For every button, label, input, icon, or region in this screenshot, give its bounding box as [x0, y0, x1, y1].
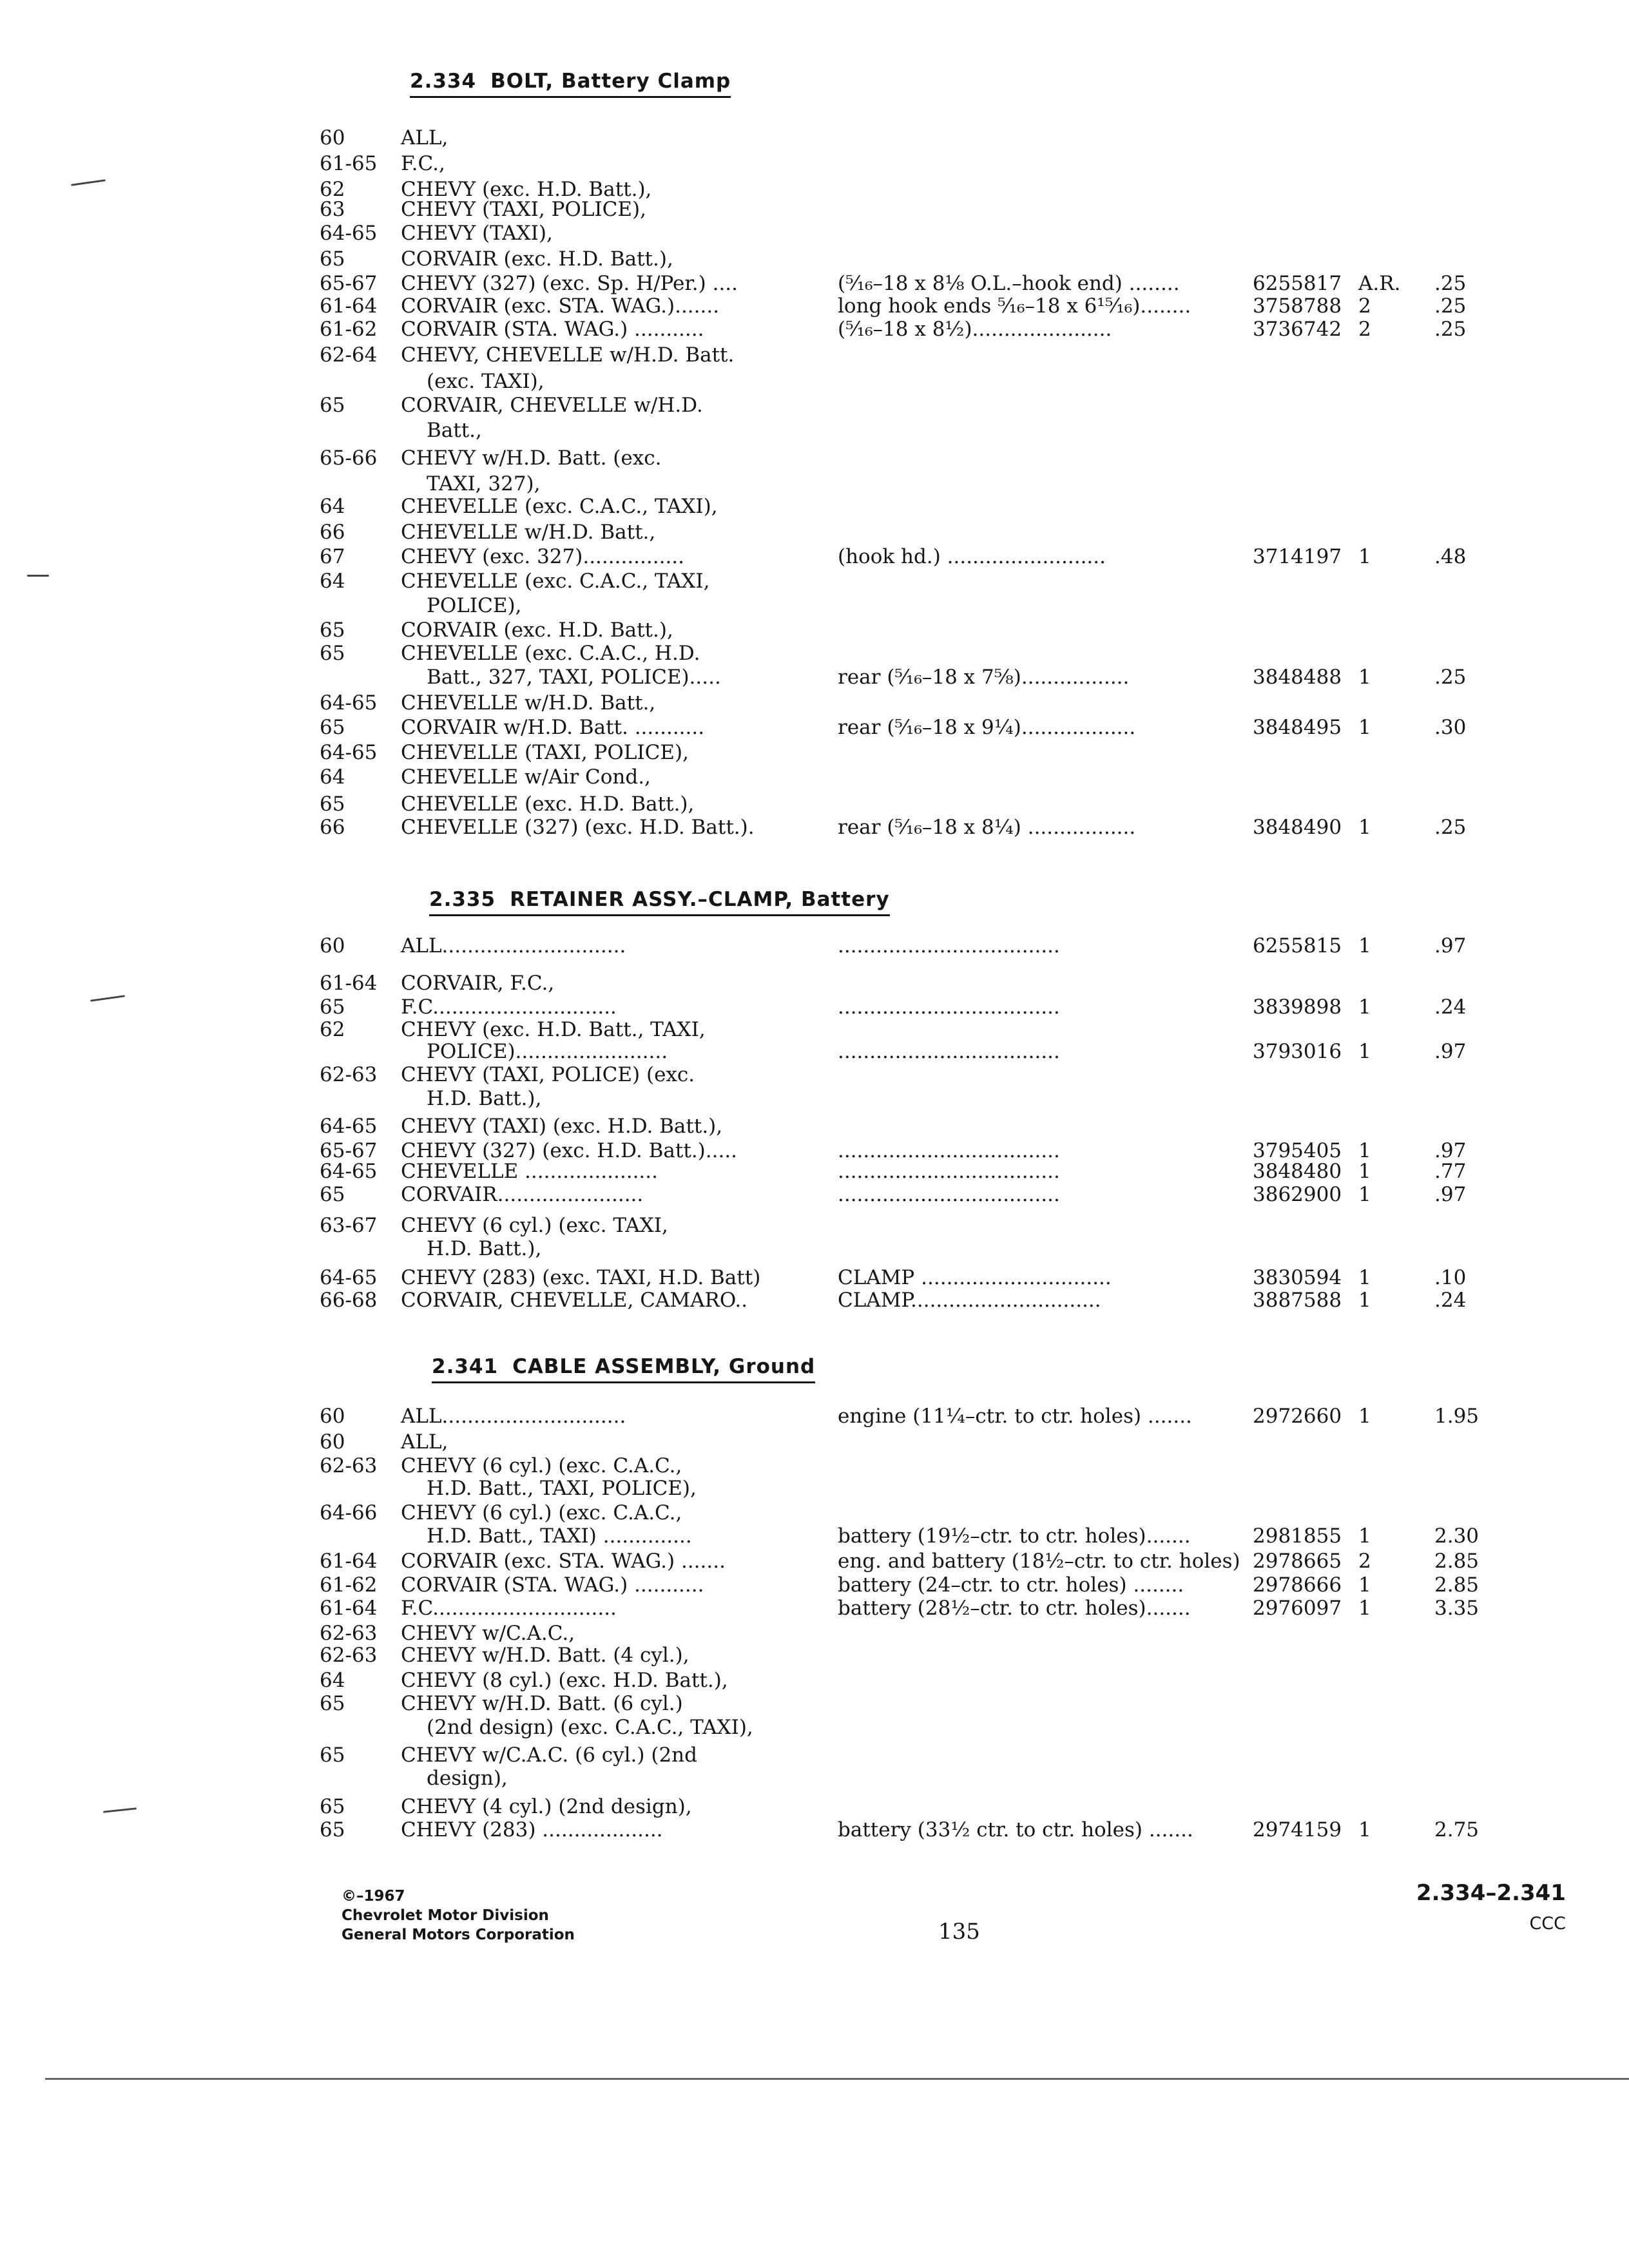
table-row: [0, 619, 1629, 642]
year-cell: 61-65: [320, 152, 378, 175]
model-cell: F.C.,: [401, 152, 445, 175]
model-cell: CHEVY (327) (exc. H.D. Batt.).....: [401, 1139, 738, 1162]
section-heading: CABLE ASSEMBLY, Ground: [512, 1355, 816, 1378]
catalog-code: CCC: [1529, 1914, 1566, 1934]
model-cell: CHEVY w/H.D. Batt. (4 cyl.),: [401, 1644, 689, 1667]
table-row: [0, 765, 1629, 789]
year-cell: 65: [320, 1744, 345, 1767]
year-cell: 64: [320, 765, 345, 789]
quantity-cell: 1: [1358, 545, 1371, 568]
table-row: [0, 594, 1629, 618]
price-cell: .48: [1434, 545, 1467, 568]
table-row: [0, 1087, 1629, 1111]
model-cell: (exc. TAXI),: [427, 370, 545, 393]
table-row: [0, 995, 1629, 1019]
model-cell: TAXI, 327),: [427, 472, 541, 495]
quantity-cell: 1: [1358, 666, 1371, 689]
model-cell: CORVAIR (exc. STA. WAG.).......: [401, 294, 720, 318]
model-cell: CORVAIR (STA. WAG.) ...........: [401, 318, 704, 341]
year-cell: 64-65: [320, 741, 378, 764]
model-cell: Batt.,: [427, 419, 482, 442]
description-cell: battery (24–ctr. to ctr. holes) ........: [838, 1573, 1184, 1597]
section-number: 2.334: [410, 70, 477, 93]
table-row: [0, 642, 1629, 666]
model-cell: CHEVY (8 cyl.) (exc. H.D. Batt.),: [401, 1669, 728, 1692]
model-cell: CORVAIR (STA. WAG.) ...........: [401, 1573, 704, 1597]
table-row: [0, 1183, 1629, 1207]
year-cell: 64: [320, 495, 345, 518]
year-cell: 63-67: [320, 1214, 378, 1237]
table-row: [0, 1160, 1629, 1184]
description-cell: rear (⁵⁄₁₆–18 x 7⅝).................: [838, 666, 1130, 689]
model-cell: CHEVY w/H.D. Batt. (6 cyl.): [401, 1692, 683, 1715]
quantity-cell: 1: [1358, 816, 1371, 839]
table-row: [0, 198, 1629, 222]
table-row: [0, 1405, 1629, 1428]
model-cell: CHEVY (TAXI) (exc. H.D. Batt.),: [401, 1115, 723, 1138]
price-cell: .24: [1434, 1289, 1467, 1312]
model-cell: H.D. Batt.),: [427, 1237, 542, 1260]
model-cell: H.D. Batt., TAXI) ..............: [427, 1524, 692, 1548]
model-cell: CHEVY (283) ...................: [401, 1818, 663, 1841]
model-cell: CORVAIR, CHEVELLE w/H.D.: [401, 394, 703, 417]
year-cell: 65-67: [320, 1139, 378, 1162]
year-cell: 61-64: [320, 1597, 378, 1620]
table-row: [0, 1454, 1629, 1478]
description-cell: rear (⁵⁄₁₆–18 x 8¼) .................: [838, 816, 1136, 839]
table-row: [0, 1692, 1629, 1716]
year-cell: 64-65: [320, 1266, 378, 1289]
price-cell: .97: [1434, 1040, 1467, 1063]
model-cell: CHEVY (6 cyl.) (exc. TAXI,: [401, 1214, 668, 1237]
part-number-cell: 3887588: [1253, 1289, 1342, 1312]
quantity-cell: 2: [1358, 1550, 1371, 1573]
year-cell: 62-63: [320, 1622, 378, 1645]
part-number-cell: 6255815: [1253, 934, 1342, 957]
table-row: [0, 1214, 1629, 1238]
model-cell: CHEVY (TAXI, POLICE),: [401, 198, 646, 221]
price-cell: 2.85: [1434, 1550, 1480, 1573]
table-row: [0, 472, 1629, 496]
model-cell: CHEVY (327) (exc. Sp. H/Per.) ....: [401, 272, 738, 295]
table-row: [0, 370, 1629, 394]
year-cell: 60: [320, 1405, 345, 1428]
table-row: [0, 716, 1629, 740]
year-cell: 65: [320, 247, 345, 271]
section-title: [432, 1355, 815, 1383]
table-row: [0, 1237, 1629, 1261]
model-cell: CHEVY (TAXI),: [401, 222, 553, 245]
table-row: [0, 972, 1629, 995]
price-cell: 2.30: [1434, 1524, 1480, 1548]
section-range: 2.334–2.341: [1416, 1880, 1566, 1906]
year-cell: 62-64: [320, 343, 378, 367]
model-cell: CHEVELLE (exc. C.A.C., H.D.: [401, 642, 700, 665]
model-cell: CHEVY (6 cyl.) (exc. C.A.C.,: [401, 1501, 682, 1524]
table-row: [0, 934, 1629, 958]
table-row: [0, 152, 1629, 176]
quantity-cell: 1: [1358, 1139, 1371, 1162]
year-cell: 66: [320, 521, 345, 544]
model-cell: CHEVY (TAXI, POLICE) (exc.: [401, 1063, 695, 1086]
model-cell: CHEVY (283) (exc. TAXI, H.D. Batt): [401, 1266, 761, 1289]
model-cell: CHEVY w/C.A.C.,: [401, 1622, 575, 1645]
description-cell: ...................................: [838, 1160, 1060, 1183]
page-number: 135: [938, 1919, 980, 1945]
table-row: [0, 1477, 1629, 1501]
section-heading: RETAINER ASSY.–CLAMP, Battery: [510, 888, 890, 911]
year-cell: 62-63: [320, 1063, 378, 1086]
table-row: [0, 1550, 1629, 1573]
year-cell: 62: [320, 1018, 345, 1041]
model-cell: CHEVY (6 cyl.) (exc. C.A.C.,: [401, 1454, 682, 1477]
price-cell: .97: [1434, 1183, 1467, 1206]
price-cell: .77: [1434, 1160, 1467, 1183]
table-row: [0, 1430, 1629, 1454]
quantity-cell: 1: [1358, 1040, 1371, 1063]
price-cell: .25: [1434, 272, 1467, 295]
year-cell: 67: [320, 545, 345, 568]
year-cell: 65-67: [320, 272, 378, 295]
section-title: [429, 888, 890, 916]
table-row: [0, 1767, 1629, 1791]
price-cell: .25: [1434, 816, 1467, 839]
description-cell: (⁵⁄₁₆–18 x 8½)......................: [838, 318, 1112, 341]
price-cell: 3.35: [1434, 1597, 1480, 1620]
year-cell: 65: [320, 1795, 345, 1818]
model-cell: ALL.............................: [401, 934, 626, 957]
quantity-cell: 1: [1358, 1597, 1371, 1620]
description-cell: rear (⁵⁄₁₆–18 x 9¼)..................: [838, 716, 1136, 739]
model-cell: design),: [427, 1767, 508, 1790]
table-row: [0, 666, 1629, 689]
table-row: [0, 1018, 1629, 1042]
model-cell: CHEVELLE (327) (exc. H.D. Batt.).: [401, 816, 755, 839]
table-row: [0, 447, 1629, 470]
footer-range-block: [1385, 1880, 1566, 1934]
table-row: [0, 1063, 1629, 1087]
table-row: [0, 816, 1629, 840]
description-cell: ...................................: [838, 934, 1060, 957]
year-cell: 65: [320, 619, 345, 642]
description-cell: eng. and battery (18½–ctr. to ctr. holes): [838, 1550, 1240, 1573]
quantity-cell: 1: [1358, 1405, 1371, 1428]
table-row: [0, 294, 1629, 318]
part-number-cell: 3839898: [1253, 995, 1342, 1019]
year-cell: 65: [320, 1692, 345, 1715]
table-row: [0, 521, 1629, 544]
section-title: [410, 70, 731, 98]
part-number-cell: 3848490: [1253, 816, 1342, 839]
year-cell: 62-63: [320, 1644, 378, 1667]
table-row: [0, 1795, 1629, 1819]
part-number-cell: 2974159: [1253, 1818, 1342, 1841]
model-cell: CORVAIR (exc. H.D. Batt.),: [401, 247, 673, 271]
year-cell: 61-62: [320, 318, 378, 341]
year-cell: 61-62: [320, 1573, 378, 1597]
part-number-cell: 3848495: [1253, 716, 1342, 739]
quantity-cell: 1: [1358, 934, 1371, 957]
description-cell: (hook hd.) .........................: [838, 545, 1106, 568]
model-cell: F.C.............................: [401, 1597, 617, 1620]
model-cell: CHEVELLE (exc. H.D. Batt.),: [401, 793, 695, 816]
quantity-cell: 2: [1358, 294, 1371, 318]
part-number-cell: 3830594: [1253, 1266, 1342, 1289]
price-cell: 2.75: [1434, 1818, 1480, 1841]
description-cell: CLAMP..............................: [838, 1289, 1101, 1312]
description-cell: ...................................: [838, 995, 1060, 1019]
section-number: 2.341: [432, 1355, 499, 1378]
year-cell: 64-65: [320, 222, 378, 245]
footer-division: Chevrolet Motor Division: [342, 1907, 549, 1924]
model-cell: CHEVELLE w/H.D. Batt.,: [401, 521, 656, 544]
year-cell: 61-64: [320, 972, 378, 995]
quantity-cell: 1: [1358, 1266, 1371, 1289]
model-cell: CHEVELLE (exc. C.A.C., TAXI,: [401, 570, 710, 593]
table-row: [0, 1716, 1629, 1740]
description-cell: engine (11¼–ctr. to ctr. holes) .......: [838, 1405, 1192, 1428]
footer-corporation: General Motors Corporation: [342, 1927, 575, 1943]
year-cell: 65: [320, 394, 345, 417]
part-number-cell: 3736742: [1253, 318, 1342, 341]
description-cell: (⁵⁄₁₆–18 x 8¹⁄₈ O.L.–hook end) ........: [838, 272, 1180, 295]
quantity-cell: 2: [1358, 318, 1371, 341]
model-cell: POLICE),: [427, 594, 522, 617]
year-cell: 60: [320, 934, 345, 957]
quantity-cell: 1: [1358, 1183, 1371, 1206]
model-cell: CHEVY (exc. 327)................: [401, 545, 685, 568]
year-cell: 60: [320, 126, 345, 149]
part-number-cell: 2976097: [1253, 1597, 1342, 1620]
year-cell: 65: [320, 995, 345, 1019]
section-number: 2.335: [429, 888, 496, 911]
part-number-cell: 3848488: [1253, 666, 1342, 689]
bottom-rule: [45, 2078, 1629, 2080]
year-cell: 65: [320, 1183, 345, 1206]
part-number-cell: 6255817: [1253, 272, 1342, 295]
model-cell: CHEVELLE (TAXI, POLICE),: [401, 741, 689, 764]
table-row: [0, 1597, 1629, 1620]
model-cell: CHEVY (4 cyl.) (2nd design),: [401, 1795, 692, 1818]
price-cell: 2.85: [1434, 1573, 1480, 1597]
table-row: [0, 741, 1629, 765]
year-cell: 64-65: [320, 1160, 378, 1183]
quantity-cell: 1: [1358, 1160, 1371, 1183]
part-number-cell: 2972660: [1253, 1405, 1342, 1428]
table-row: [0, 1040, 1629, 1064]
part-number-cell: 2978666: [1253, 1573, 1342, 1597]
model-cell: (2nd design) (exc. C.A.C., TAXI),: [427, 1716, 753, 1739]
section-heading: BOLT, Battery Clamp: [490, 70, 731, 93]
year-cell: 61-64: [320, 1550, 378, 1573]
table-row: [0, 419, 1629, 443]
part-number-cell: 2981855: [1253, 1524, 1342, 1548]
quantity-cell: 1: [1358, 1818, 1371, 1841]
year-cell: 65: [320, 1818, 345, 1841]
table-row: [0, 691, 1629, 715]
table-row: [0, 272, 1629, 296]
quantity-cell: 1: [1358, 1573, 1371, 1597]
quantity-cell: 1: [1358, 716, 1371, 739]
model-cell: CORVAIR (exc. H.D. Batt.),: [401, 619, 673, 642]
table-row: [0, 1115, 1629, 1139]
model-cell: CORVAIR.......................: [401, 1183, 644, 1206]
price-cell: .25: [1434, 318, 1467, 341]
year-cell: 64: [320, 1669, 345, 1692]
part-number-cell: 3714197: [1253, 545, 1342, 568]
year-cell: 64-65: [320, 691, 378, 715]
year-cell: 65-66: [320, 447, 378, 470]
table-row: [0, 1524, 1629, 1548]
price-cell: .30: [1434, 716, 1467, 739]
table-row: [0, 1289, 1629, 1312]
quantity-cell: A.R.: [1358, 272, 1401, 295]
model-cell: ALL,: [401, 126, 448, 149]
description-cell: battery (28½–ctr. to ctr. holes).......: [838, 1597, 1191, 1620]
model-cell: CHEVELLE .....................: [401, 1160, 658, 1183]
year-cell: 62: [320, 178, 345, 201]
quantity-cell: 1: [1358, 1289, 1371, 1312]
model-cell: CHEVELLE w/Air Cond.,: [401, 765, 651, 789]
model-cell: POLICE)........................: [427, 1040, 668, 1063]
table-row: [0, 1573, 1629, 1597]
table-row: [0, 1744, 1629, 1767]
quantity-cell: 1: [1358, 995, 1371, 1019]
description-cell: ...................................: [838, 1040, 1060, 1063]
part-number-cell: 3758788: [1253, 294, 1342, 318]
table-row: [0, 394, 1629, 418]
model-cell: H.D. Batt., TAXI, POLICE),: [427, 1477, 697, 1500]
model-cell: CHEVY w/H.D. Batt. (exc.: [401, 447, 662, 470]
table-row: [0, 1818, 1629, 1842]
description-cell: battery (19½–ctr. to ctr. holes).......: [838, 1524, 1191, 1548]
model-cell: CORVAIR, CHEVELLE, CAMARO..: [401, 1289, 748, 1312]
quantity-cell: 1: [1358, 1524, 1371, 1548]
model-cell: F.C.............................: [401, 995, 617, 1019]
description-cell: CLAMP ..............................: [838, 1266, 1112, 1289]
year-cell: 66-68: [320, 1289, 378, 1312]
price-cell: .24: [1434, 995, 1467, 1019]
table-row: [0, 343, 1629, 367]
year-cell: 61-64: [320, 294, 378, 318]
table-row: [0, 126, 1629, 150]
model-cell: CORVAIR, F.C.,: [401, 972, 555, 995]
price-cell: .97: [1434, 934, 1467, 957]
part-number-cell: 3793016: [1253, 1040, 1342, 1063]
price-cell: .97: [1434, 1139, 1467, 1162]
table-row: [0, 247, 1629, 271]
description-cell: ...................................: [838, 1139, 1060, 1162]
table-row: [0, 318, 1629, 341]
year-cell: 64-66: [320, 1501, 378, 1524]
model-cell: ALL,: [401, 1430, 448, 1454]
table-row: [0, 1644, 1629, 1667]
model-cell: CHEVY, CHEVELLE w/H.D. Batt.: [401, 343, 735, 367]
model-cell: CORVAIR w/H.D. Batt. ...........: [401, 716, 705, 739]
year-cell: 66: [320, 816, 345, 839]
model-cell: ALL.............................: [401, 1405, 626, 1428]
footer-publisher: [342, 1887, 575, 1945]
model-cell: H.D. Batt.),: [427, 1087, 542, 1110]
price-cell: .25: [1434, 666, 1467, 689]
price-cell: .25: [1434, 294, 1467, 318]
footer-copyright: ©–1967: [342, 1888, 405, 1905]
part-number-cell: 3848480: [1253, 1160, 1342, 1183]
model-cell: CORVAIR (exc. STA. WAG.) .......: [401, 1550, 726, 1573]
table-row: [0, 495, 1629, 519]
model-cell: Batt., 327, TAXI, POLICE).....: [427, 666, 721, 689]
model-cell: CHEVY (exc. H.D. Batt., TAXI,: [401, 1018, 706, 1041]
model-cell: CHEVY w/C.A.C. (6 cyl.) (2nd: [401, 1744, 697, 1767]
table-row: [0, 570, 1629, 593]
description-cell: long hook ends ⁵⁄₁₆–18 x 6¹⁵⁄₁₆)........: [838, 294, 1191, 318]
year-cell: 64-65: [320, 1115, 378, 1138]
year-cell: 62-63: [320, 1454, 378, 1477]
price-cell: .10: [1434, 1266, 1467, 1289]
table-row: [0, 1266, 1629, 1290]
model-cell: CHEVELLE w/H.D. Batt.,: [401, 691, 656, 715]
part-number-cell: 3795405: [1253, 1139, 1342, 1162]
table-row: [0, 793, 1629, 816]
table-row: [0, 1501, 1629, 1525]
description-cell: battery (33½ ctr. to ctr. holes) .......: [838, 1818, 1193, 1841]
part-number-cell: 2978665: [1253, 1550, 1342, 1573]
year-cell: 64: [320, 570, 345, 593]
table-row: [0, 222, 1629, 245]
price-cell: 1.95: [1434, 1405, 1480, 1428]
model-cell: CHEVELLE (exc. C.A.C., TAXI),: [401, 495, 718, 518]
model-cell: CHEVY (exc. H.D. Batt.),: [401, 178, 652, 201]
table-row: [0, 1669, 1629, 1693]
description-cell: ...................................: [838, 1183, 1060, 1206]
table-row: [0, 545, 1629, 569]
table-row: [0, 1622, 1629, 1646]
year-cell: 60: [320, 1430, 345, 1454]
year-cell: 65: [320, 642, 345, 665]
part-number-cell: 3862900: [1253, 1183, 1342, 1206]
year-cell: 65: [320, 793, 345, 816]
year-cell: 65: [320, 716, 345, 739]
year-cell: 63: [320, 198, 345, 221]
